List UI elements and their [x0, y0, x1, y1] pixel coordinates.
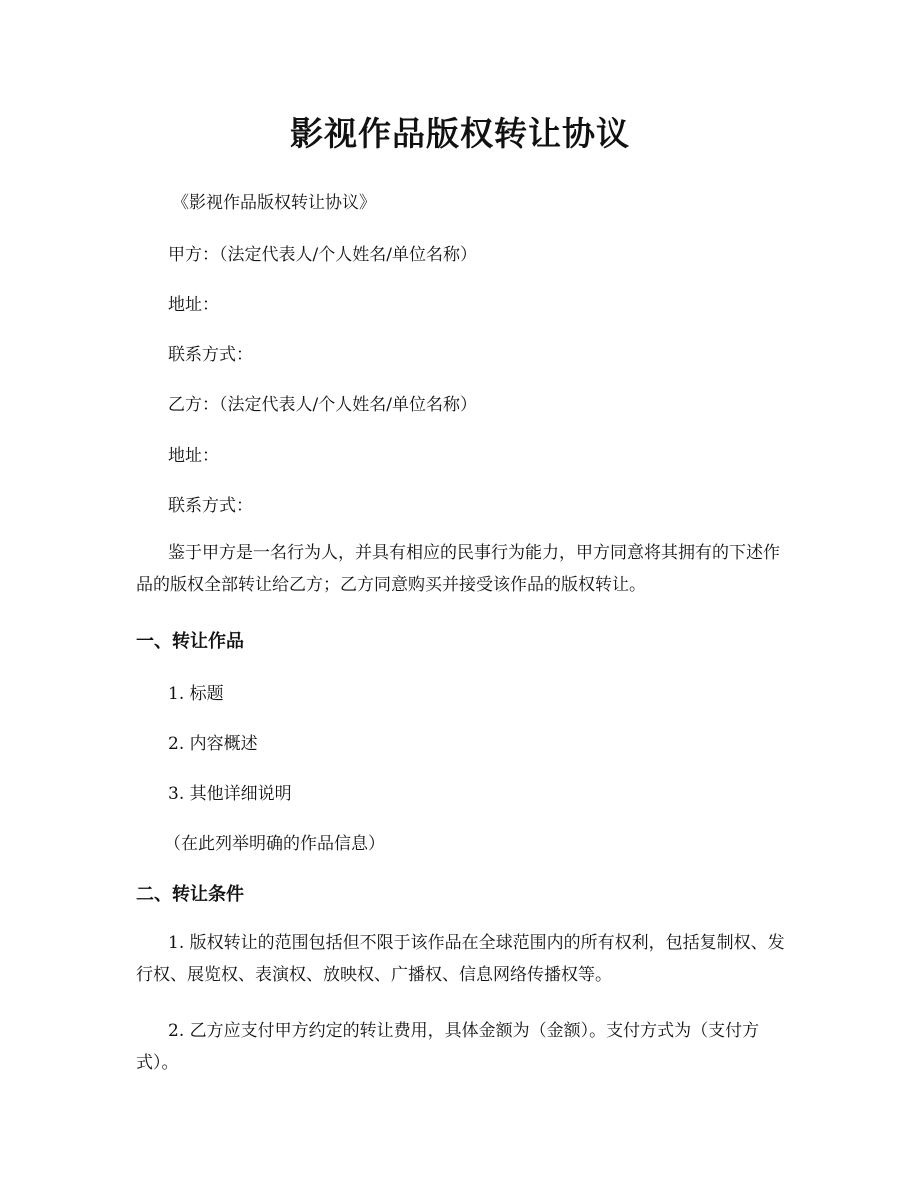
- section-1-item: 1. 标题: [168, 684, 224, 704]
- section-1-heading: 一、转让作品: [136, 631, 244, 652]
- party-b-address: 地址：: [168, 446, 219, 466]
- section-2-heading: 二、转让条件: [136, 884, 244, 905]
- party-b-label: 乙方：（法定代表人/个人姓名/单位名称）: [168, 395, 477, 415]
- party-a-address: 地址：: [168, 295, 219, 315]
- party-a-contact: 联系方式：: [168, 345, 253, 365]
- section-2-clause: 2. 乙方应支付甲方约定的转让费用，具体金额为（金额）。支付方式为（支付方式）。: [136, 1021, 760, 1073]
- section-1-note: （在此列举明确的作品信息）: [164, 834, 385, 854]
- intro-paragraph: 鉴于甲方是一名行为人，并具有相应的民事行为能力，甲方同意将其拥有的下述作品的版权全部转让给乙方；乙方同意购买并接受该作品的版权转让。: [136, 543, 780, 595]
- document-title: 影视作品版权转让协议: [290, 114, 630, 153]
- agreement-name: 《影视作品版权转让协议》: [172, 193, 376, 213]
- party-b-contact: 联系方式：: [168, 496, 253, 516]
- section-1-item: 2. 内容概述: [168, 734, 258, 754]
- party-a-label: 甲方：（法定代表人/个人姓名/单位名称）: [168, 245, 477, 265]
- section-2-clause: 1. 版权转让的范围包括但不限于该作品在全球范围内的所有权利，包括复制权、发行权、展览权、表演权、放映权、广播权、信息网络传播权等。: [136, 933, 785, 985]
- section-1-item: 3. 其他详细说明: [168, 784, 292, 804]
